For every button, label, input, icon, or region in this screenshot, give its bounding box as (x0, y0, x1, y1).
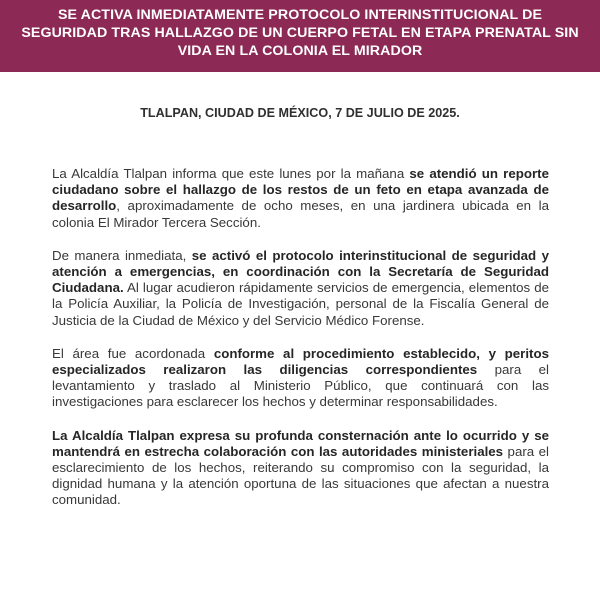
header-banner (0, 0, 600, 72)
paragraph-2 (52, 248, 549, 329)
press-release-body (52, 166, 549, 526)
paragraph-1-text-a: La Alcaldía Tlalpan informa que este lunes por la mañana (52, 166, 410, 181)
paragraph-4-text-b: para el esclarecimiento de los hechos, reiterando su compromiso con la seguridad, la dignidad humana y la atención oportuna de las situaciones que afectan a nuestra comunidad. (52, 443, 549, 508)
paragraph-1 (52, 166, 549, 231)
paragraph-4-bold: La Alcaldía Tlalpan expresa su profunda consternación ante lo ocurrido y se mantendrá en estrecha colaboración con las autoridades ministeriales (52, 427, 549, 459)
paragraph-3-bold: conforme al procedimiento establecido, y peritos especializados realizaron las diligencias correspondientes (52, 345, 549, 378)
paragraph-3 (52, 346, 549, 411)
press-release-title: SE ACTIVA INMEDIATAMENTE PROTOCOLO INTERINSTITUCIONAL DE SEGURIDAD TRAS HALLAZGO DE UN CUERPO FETAL EN ETAPA PRENATAL SIN VIDA EN LA COLONIA EL MIRADOR (21, 7, 579, 59)
paragraph-2-bold: se activó el protocolo interinstitucional de seguridad y atención a emergencias, en coordinación con la Secretaría de Seguridad Ciudadana. (52, 247, 549, 296)
paragraph-2-text-a: De manera inmediata, (52, 247, 192, 263)
paragraph-1-text-b: , aproximadamente de ocho meses, en una jardinera ubicada en la colonia El Mirador Tercera Sección. (52, 198, 549, 230)
paragraph-3-text-b: para el levantamiento y traslado al Ministerio Público, que continuará con las investigaciones para esclarecer los hechos y determinar responsabilidades. (52, 362, 549, 410)
paragraph-4 (52, 428, 549, 509)
paragraph-1-bold: se atendió un reporte ciudadano sobre el hallazgo de los restos de un feto en etapa avanzada de desarrollo (52, 166, 549, 214)
paragraph-3-text-a: El área fue acordonada (52, 345, 214, 361)
dateline: TLALPAN, CIUDAD DE MÉXICO, 7 DE JULIO DE 2025. (140, 106, 460, 120)
paragraph-2-text-b: Al lugar acudieron rápidamente servicios de emergencia, elementos de la Policía Auxiliar, la Policía de Investigación, personal de la Fiscalía General de Justicia de la Ciudad de México y del Servicio Médico Forense. (52, 280, 549, 328)
